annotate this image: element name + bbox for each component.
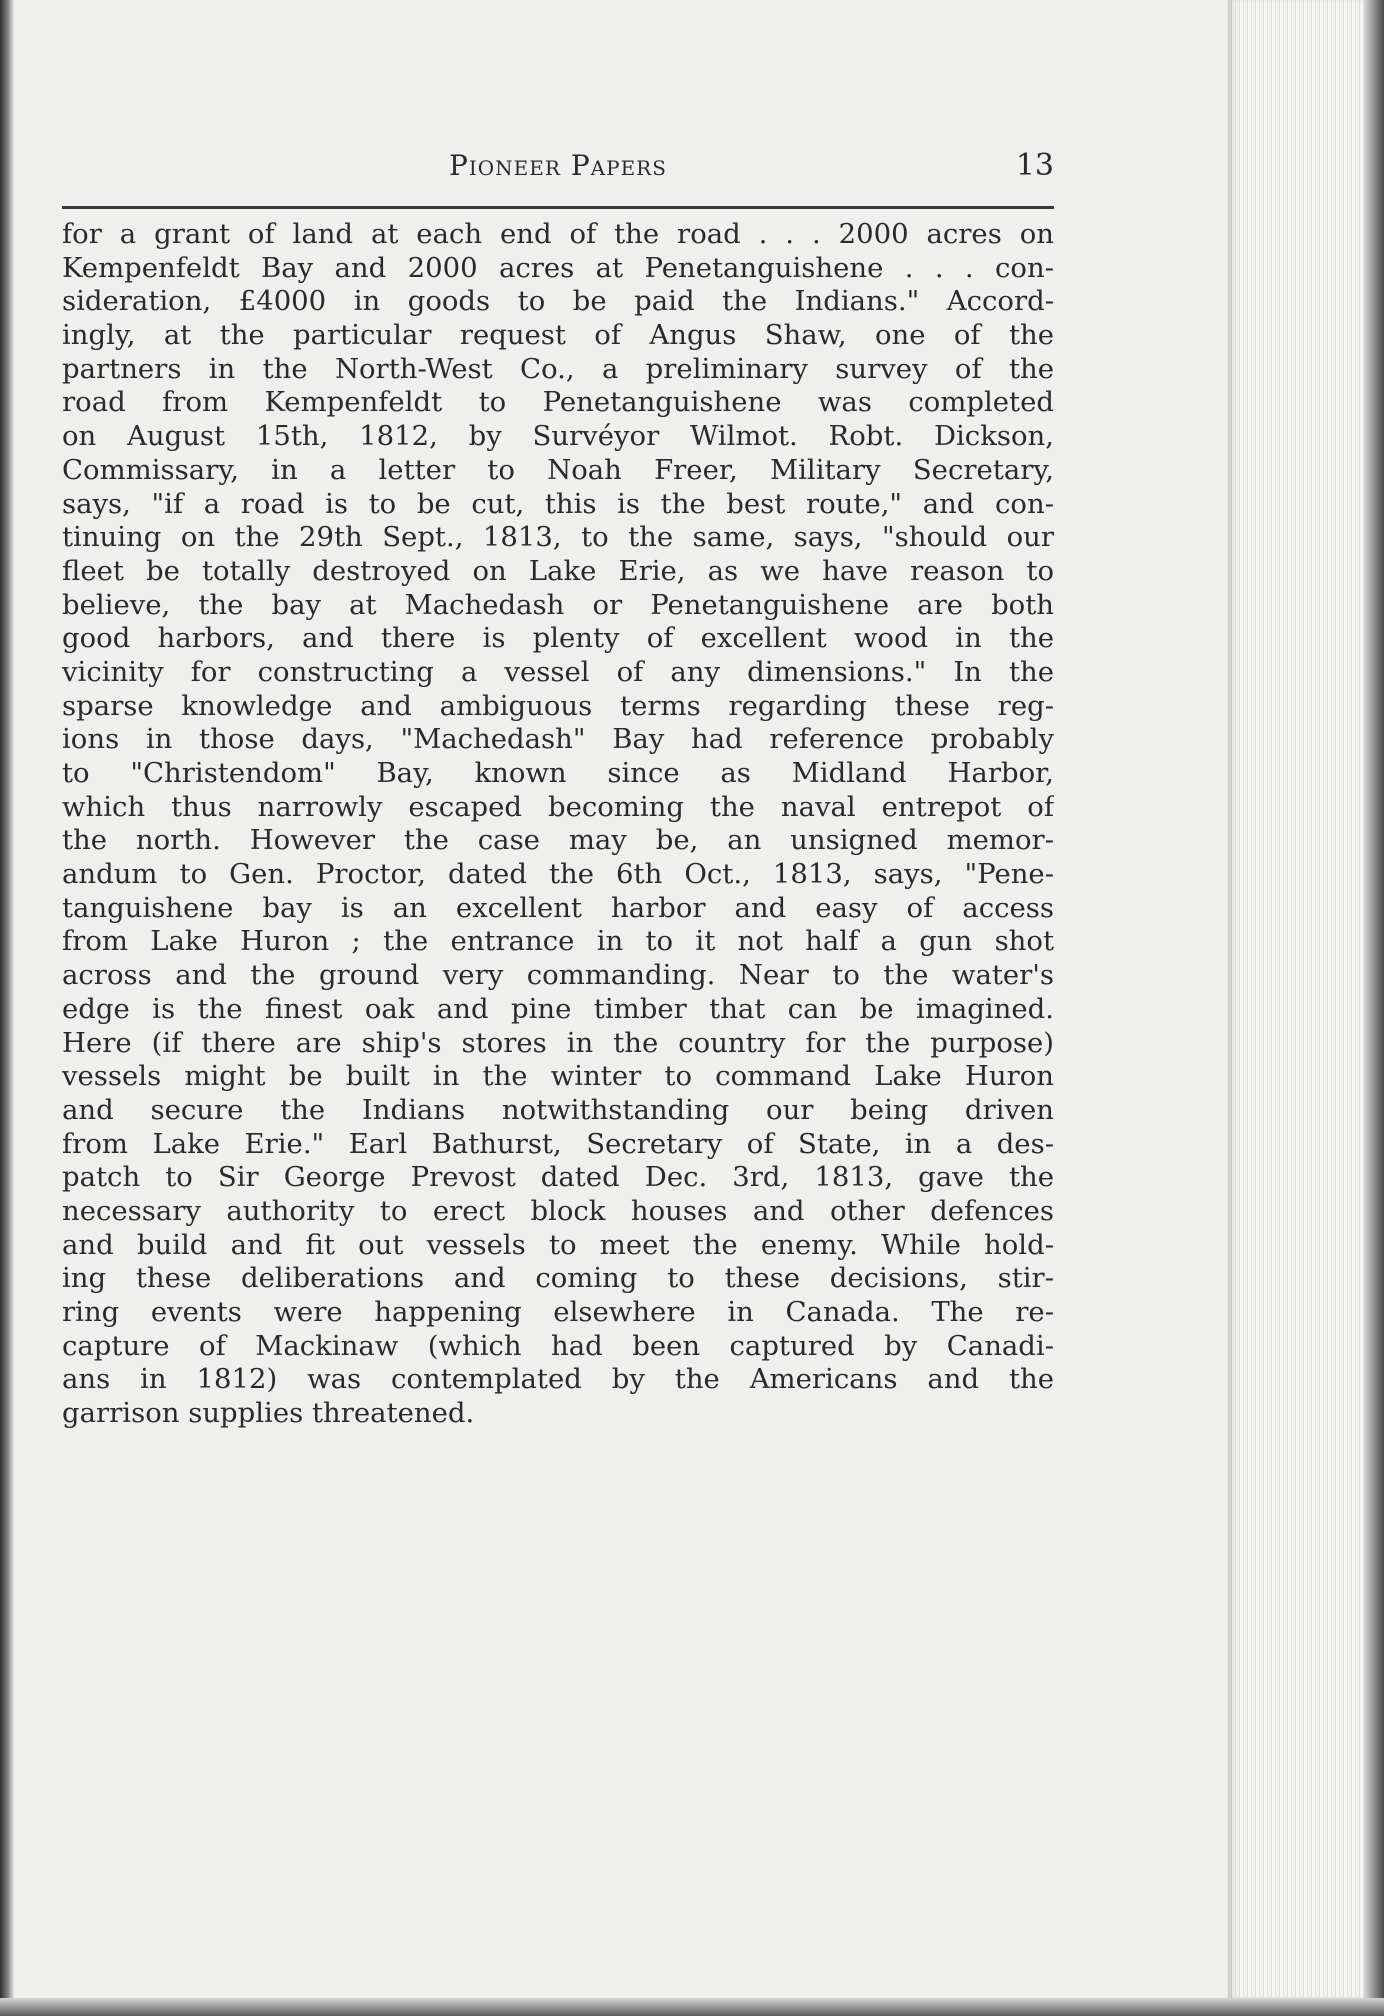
text-line: sparse knowledge and ambiguous terms regarding these reg- [62, 689, 1054, 722]
body-text [62, 218, 1054, 1431]
text-line: ans in 1812) was contemplated by the Americans and the [62, 1363, 1054, 1396]
page-number: 13 [1015, 148, 1054, 183]
text-line: ing these deliberations and coming to these decisions, stir- [62, 1262, 1054, 1295]
text-line: and build and fit out vessels to meet the enemy. While hold- [62, 1228, 1054, 1261]
text-line: the north. However the case may be, an unsigned memor- [62, 824, 1054, 857]
text-line: for a grant of land at each end of the road . . . 2000 acres on [62, 218, 1054, 250]
text-line: Kempenfeldt Bay and 2000 acres at Penetanguishene . . . con- [62, 251, 1054, 284]
text-line: ions in those days, "Machedash" Bay had reference probably [62, 723, 1054, 756]
text-line: patch to Sir George Prevost dated Dec. 3rd, 1813, gave the [62, 1161, 1054, 1194]
header-rule [62, 206, 1054, 209]
text-line: tinuing on the 29th Sept., 1813, to the same, says, "should our [62, 521, 1054, 554]
text-line: from Lake Huron ; the entrance in to it not half a gun shot [62, 925, 1054, 958]
page-header [62, 148, 1054, 188]
text-line: across and the ground very commanding. Near to the water's [62, 959, 1054, 992]
text-line: sideration, £4000 in goods to be paid the Indians." Accord- [62, 285, 1054, 318]
text-line: from Lake Erie." Earl Bathurst, Secretary of State, in a des- [62, 1127, 1054, 1160]
text-line: Here (if there are ship's stores in the country for the purpose) [62, 1026, 1054, 1059]
text-line: and secure the Indians notwithstanding our being driven [62, 1093, 1054, 1126]
text-line: to "Christendom" Bay, known since as Midland Harbor, [62, 757, 1054, 789]
text-line: road from Kempenfeldt to Penetanguishene was completed [62, 386, 1054, 419]
text-line: on August 15th, 1812, by Survéyor Wilmot. Robt. Dickson, [62, 420, 1054, 453]
text-line: partners in the North-West Co., a preliminary survey of the [62, 352, 1054, 385]
text-line: necessary authority to erect block houses and other defences [62, 1194, 1054, 1227]
text-line: tanguishene bay is an excellent harbor and easy of access [62, 891, 1054, 924]
text-line: ingly, at the particular request of Angus Shaw, one of the [62, 319, 1054, 352]
text-line: which thus narrowly escaped becoming the naval entrepot of [62, 790, 1054, 823]
text-line: says, "if a road is to be cut, this is the best route," and con- [62, 487, 1054, 520]
text-line: ring events were happening elsewhere in Canada. The re- [62, 1296, 1054, 1328]
text-line: andum to Gen. Proctor, dated the 6th Oct., 1813, says, "Pene- [62, 858, 1054, 891]
text-line: capture of Mackinaw (which had been captured by Canadi- [62, 1329, 1054, 1362]
running-head: Pioneer Papers [449, 149, 667, 182]
page-edge-stack [1228, 0, 1384, 1998]
text-line: good harbors, and there is plenty of excellent wood in the [62, 622, 1054, 655]
book-gutter-shadow [0, 0, 14, 2016]
text-line: edge is the finest oak and pine timber that can be imagined. [62, 992, 1054, 1025]
text-line: vicinity for constructing a vessel of any dimensions." In the [62, 655, 1054, 688]
text-line: fleet be totally destroyed on Lake Erie, as we have reason to [62, 554, 1054, 587]
text-line: believe, the bay at Machedash or Penetanguishene are both [62, 588, 1054, 621]
book-bottom-edge [0, 1998, 1384, 2016]
text-line: Commissary, in a letter to Noah Freer, Military Secretary, [62, 453, 1054, 486]
text-line: vessels might be built in the winter to command Lake Huron [62, 1060, 1054, 1093]
text-line: garrison supplies threatened. [62, 1397, 475, 1430]
book-outer-edge [1364, 0, 1384, 1998]
